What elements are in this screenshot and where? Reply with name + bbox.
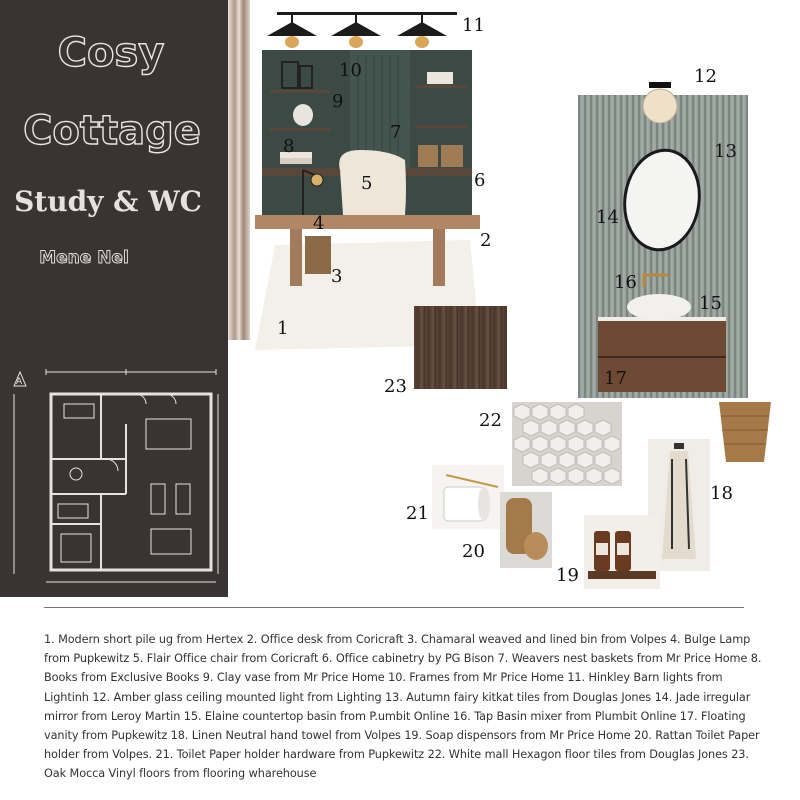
rattan-paper-holder-image bbox=[500, 492, 552, 568]
title-line-2: Cottage bbox=[23, 108, 201, 154]
study-image bbox=[255, 0, 485, 350]
label-3: 3 bbox=[331, 266, 343, 287]
label-9: 9 bbox=[332, 91, 344, 112]
curtain-image bbox=[228, 0, 250, 340]
ceiling-light-image bbox=[636, 78, 686, 128]
label-14: 14 bbox=[596, 207, 619, 228]
label-8: 8 bbox=[283, 136, 295, 157]
label-13: 13 bbox=[714, 141, 737, 162]
label-21: 21 bbox=[406, 503, 429, 524]
label-19: 19 bbox=[556, 565, 579, 586]
label-20: 20 bbox=[462, 541, 485, 562]
sources-caption: 1. Modern short pile ug from Hertex 2. Office desk from Coricraft 3. Chamaral weaved and lined bin from Volpes 4. Bulge Lamp from Pupkewitz 5. Flair Office chair from Coricraft 6. Office cabinetry by PG Bison 7. Weavers nest baskets from Mr Price Home 8. Books from Exclusive Books 9. Clay vase from Mr Price Home 10. Frames from Mr Price Home 11. Hinkley Barn lights from Lightinh 12. Amber glass ceiling mounted light from Lighting 13. Autumn fairy kitkat tiles from Douglas Jones 14. Jade irregular mirror from Leroy Martin 15. Elaine countertop basin from P.umbit Online 16. Tap Basin mixer from Plumbit Online 17. Floating vanity from Pupkewitz 18. Linen Neutral hand towel from Volpes 19. Soap dispensors from Mr Price Home 20. Rattan Toilet Paper holder from Volpes. 21. Toilet Paper holder hardware from Pupkewitz 22. White mall Hexagon floor tiles from Douglas Jones 23. Oak Mocca Vinyl floors from flooring wharehouse bbox=[44, 633, 762, 781]
label-22: 22 bbox=[479, 410, 502, 431]
label-11: 11 bbox=[462, 15, 485, 36]
label-4: 4 bbox=[313, 213, 325, 234]
title-panel bbox=[0, 0, 228, 597]
label-18: 18 bbox=[710, 483, 733, 504]
soap-dispensers-image bbox=[584, 515, 660, 589]
label-5: 5 bbox=[361, 173, 373, 194]
compass-label: A bbox=[16, 377, 23, 387]
label-7: 7 bbox=[390, 122, 402, 143]
oak-vinyl-swatch bbox=[414, 306, 507, 389]
label-12: 12 bbox=[694, 66, 717, 87]
label-10: 10 bbox=[339, 60, 362, 81]
label-6: 6 bbox=[474, 170, 486, 191]
label-23: 23 bbox=[384, 376, 407, 397]
title-line-1: Cosy bbox=[57, 30, 165, 76]
subtitle: Study & WC bbox=[14, 185, 202, 218]
hexagon-tiles-image bbox=[512, 402, 622, 486]
author: Mene Nel bbox=[39, 248, 129, 268]
label-17: 17 bbox=[604, 368, 627, 389]
label-2: 2 bbox=[480, 230, 492, 251]
rattan-basket-image bbox=[716, 396, 774, 464]
label-1: 1 bbox=[277, 318, 289, 339]
floor-plan-image bbox=[6, 364, 224, 590]
divider bbox=[44, 607, 744, 608]
label-15: 15 bbox=[699, 293, 722, 314]
label-16: 16 bbox=[614, 272, 637, 293]
toilet-paper-holder-image bbox=[432, 465, 504, 529]
